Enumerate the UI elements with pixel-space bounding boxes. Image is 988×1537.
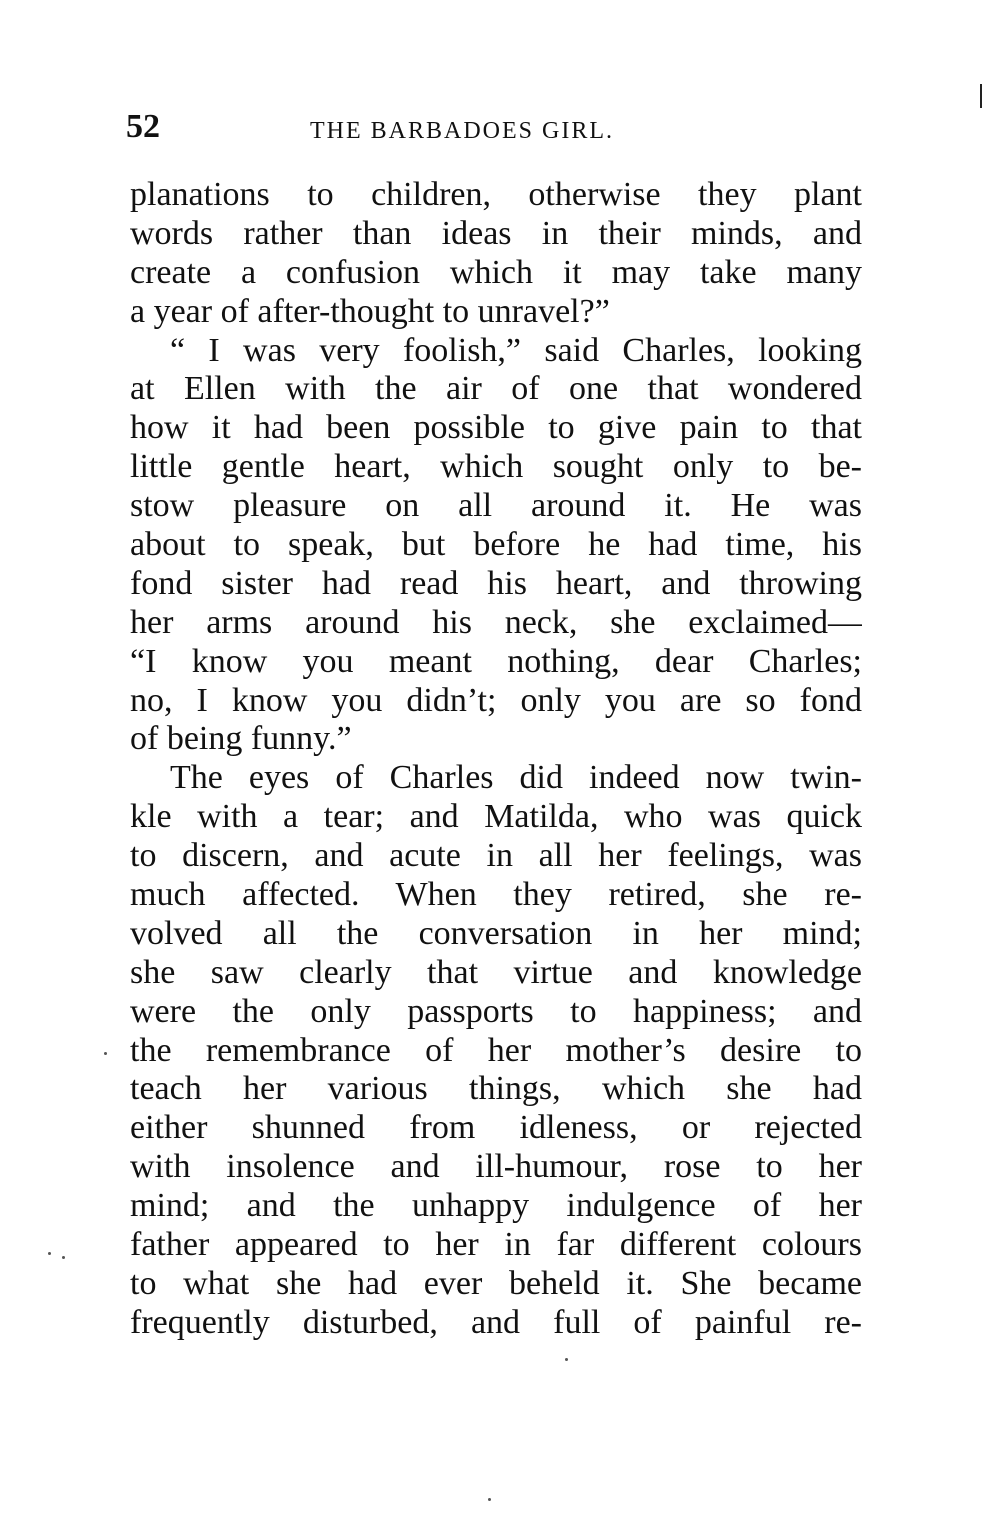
text-line: much affected. When they retired, she re- (130, 876, 862, 914)
text-line: volved all the conversation in her mind; (130, 914, 862, 952)
body-text (130, 176, 862, 1343)
text-line: words rather than ideas in their minds, and (130, 214, 862, 252)
scan-speck (48, 1252, 51, 1255)
text-line: teach her various things, which she had (130, 1070, 862, 1108)
text-line: to what she had ever beheld it. She became (130, 1264, 862, 1302)
text-line: with insolence and ill-humour, rose to her (130, 1148, 862, 1186)
text-line: planations to children, otherwise they plant (130, 176, 862, 213)
scan-speck (62, 1256, 65, 1259)
text-line: at Ellen with the air of one that wondered (130, 370, 862, 408)
page-header (126, 108, 862, 152)
text-line: kle with a tear; and Matilda, who was quick (130, 798, 862, 836)
text-line: were the only passports to happiness; and (130, 992, 862, 1030)
scan-speck (565, 1358, 568, 1361)
text-line: either shunned from idleness, or rejected (130, 1109, 862, 1147)
text-line: a year of after-thought to unravel?” (130, 292, 610, 330)
scan-speck (104, 1052, 107, 1055)
text-line: create a confusion which it may take many (130, 253, 862, 291)
text-line: father appeared to her in far different colours (130, 1226, 862, 1264)
text-line: fond sister had read his heart, and throwing (130, 564, 862, 602)
page-number: 52 (126, 108, 160, 145)
text-line: of being funny.” (130, 720, 352, 758)
text-line: “ I was very foolish,” said Charles, looking (170, 331, 862, 369)
text-line: “I know you meant nothing, dear Charles; (130, 642, 862, 680)
text-line: The eyes of Charles did indeed now twin- (170, 759, 862, 797)
text-line: no, I know you didn’t; only you are so fond (130, 681, 862, 719)
scan-speck (488, 1498, 491, 1501)
text-line: to discern, and acute in all her feelings, was (130, 837, 862, 875)
text-line: she saw clearly that virtue and knowledge (130, 953, 862, 991)
text-line: how it had been possible to give pain to that (130, 409, 862, 447)
text-line: stow pleasure on all around it. He was (130, 487, 862, 525)
text-line: frequently disturbed, and full of painful re- (130, 1303, 862, 1341)
text-line: her arms around his neck, she exclaimed— (130, 603, 862, 641)
text-line: little gentle heart, which sought only to be- (130, 448, 862, 486)
text-line: about to speak, but before he had time, his (130, 526, 862, 564)
running-title: THE BARBADOES GIRL. (310, 118, 615, 144)
page-edge-mark (980, 84, 982, 108)
text-line: mind; and the unhappy indulgence of her (130, 1187, 862, 1225)
text-line: the remembrance of her mother’s desire to (130, 1031, 862, 1069)
